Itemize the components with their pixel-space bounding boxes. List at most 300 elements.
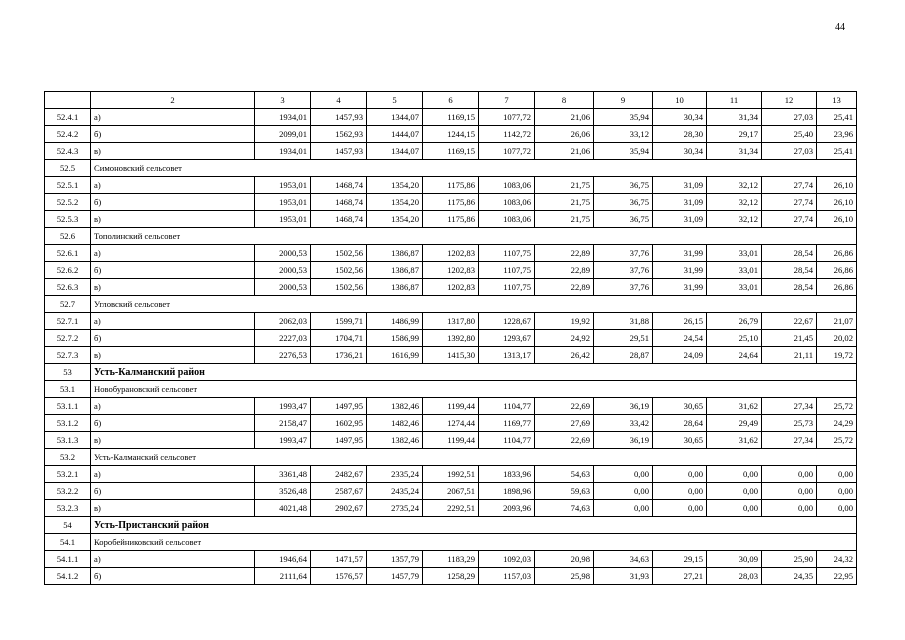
row-value: 0,00 bbox=[707, 466, 762, 483]
row-value: 2099,01 bbox=[255, 126, 311, 143]
row-value: 29,17 bbox=[707, 126, 762, 143]
row-value: 22,95 bbox=[817, 568, 857, 585]
row-value: 27,34 bbox=[762, 432, 817, 449]
row-value: 2335,24 bbox=[367, 466, 423, 483]
row-value: 1157,03 bbox=[479, 568, 535, 585]
row-value: 36,19 bbox=[594, 432, 653, 449]
row-value: 19,72 bbox=[817, 347, 857, 364]
row-value: 1317,80 bbox=[423, 313, 479, 330]
row-value: 1386,87 bbox=[367, 279, 423, 296]
table-row bbox=[45, 500, 857, 517]
row-value: 1468,74 bbox=[311, 177, 367, 194]
row-value: 26,15 bbox=[653, 313, 707, 330]
district-row bbox=[45, 364, 857, 381]
row-value: 0,00 bbox=[817, 500, 857, 517]
row-value: 1704,71 bbox=[311, 330, 367, 347]
row-value: 27,74 bbox=[762, 211, 817, 228]
row-value: 1107,75 bbox=[479, 245, 535, 262]
row-label: а) bbox=[91, 551, 255, 568]
row-value: 0,00 bbox=[762, 466, 817, 483]
row-label: б) bbox=[91, 568, 255, 585]
row-value: 1946,64 bbox=[255, 551, 311, 568]
table-row bbox=[45, 330, 857, 347]
row-value: 31,99 bbox=[653, 245, 707, 262]
row-value: 1471,57 bbox=[311, 551, 367, 568]
row-value: 27,69 bbox=[535, 415, 594, 432]
row-value: 1386,87 bbox=[367, 245, 423, 262]
row-value: 2062,03 bbox=[255, 313, 311, 330]
header-cell: 13 bbox=[817, 92, 857, 109]
table-row bbox=[45, 194, 857, 211]
row-value: 31,34 bbox=[707, 143, 762, 160]
row-value: 1142,72 bbox=[479, 126, 535, 143]
row-value: 2735,24 bbox=[367, 500, 423, 517]
row-value: 1202,83 bbox=[423, 279, 479, 296]
row-value: 24,29 bbox=[817, 415, 857, 432]
row-value: 0,00 bbox=[707, 500, 762, 517]
table-row bbox=[45, 347, 857, 364]
row-value: 30,34 bbox=[653, 143, 707, 160]
row-value: 1104,77 bbox=[479, 432, 535, 449]
group-row bbox=[45, 381, 857, 398]
row-value: 26,06 bbox=[535, 126, 594, 143]
row-value: 33,01 bbox=[707, 279, 762, 296]
row-value: 25,90 bbox=[762, 551, 817, 568]
row-value: 32,12 bbox=[707, 177, 762, 194]
row-value: 30,09 bbox=[707, 551, 762, 568]
row-value: 33,12 bbox=[594, 126, 653, 143]
row-value: 21,07 bbox=[817, 313, 857, 330]
row-value: 1576,57 bbox=[311, 568, 367, 585]
row-label: б) bbox=[91, 483, 255, 500]
settlement-name: Тополинский сельсовет bbox=[91, 228, 857, 245]
row-value: 35,94 bbox=[594, 109, 653, 126]
table-row bbox=[45, 568, 857, 585]
row-label: а) bbox=[91, 398, 255, 415]
row-value: 1457,93 bbox=[311, 109, 367, 126]
row-code: 52.4.3 bbox=[45, 143, 91, 160]
row-value: 27,74 bbox=[762, 177, 817, 194]
row-code: 52.5 bbox=[45, 160, 91, 177]
row-value: 21,75 bbox=[535, 177, 594, 194]
row-code: 52.6.1 bbox=[45, 245, 91, 262]
row-label: б) bbox=[91, 330, 255, 347]
row-value: 0,00 bbox=[594, 500, 653, 517]
row-label: б) bbox=[91, 262, 255, 279]
row-code: 52.6 bbox=[45, 228, 91, 245]
row-code: 53.2 bbox=[45, 449, 91, 466]
header-cell: 10 bbox=[653, 92, 707, 109]
row-value: 2482,67 bbox=[311, 466, 367, 483]
row-value: 1953,01 bbox=[255, 211, 311, 228]
row-code: 52.4.1 bbox=[45, 109, 91, 126]
row-value: 28,30 bbox=[653, 126, 707, 143]
row-value: 1386,87 bbox=[367, 262, 423, 279]
header-cell: 11 bbox=[707, 92, 762, 109]
table-row bbox=[45, 211, 857, 228]
header-cell: 7 bbox=[479, 92, 535, 109]
row-value: 59,63 bbox=[535, 483, 594, 500]
row-code: 54.1 bbox=[45, 534, 91, 551]
row-value: 2000,53 bbox=[255, 262, 311, 279]
row-value: 33,01 bbox=[707, 262, 762, 279]
row-value: 0,00 bbox=[594, 483, 653, 500]
row-code: 52.5.2 bbox=[45, 194, 91, 211]
table-row bbox=[45, 177, 857, 194]
row-value: 34,63 bbox=[594, 551, 653, 568]
table-row bbox=[45, 109, 857, 126]
table-row bbox=[45, 279, 857, 296]
row-value: 22,89 bbox=[535, 245, 594, 262]
row-value: 21,06 bbox=[535, 109, 594, 126]
row-code: 52.7.3 bbox=[45, 347, 91, 364]
row-value: 1934,01 bbox=[255, 143, 311, 160]
row-value: 25,41 bbox=[817, 143, 857, 160]
row-value: 1586,99 bbox=[367, 330, 423, 347]
table-row bbox=[45, 245, 857, 262]
row-value: 1313,17 bbox=[479, 347, 535, 364]
row-value: 1077,72 bbox=[479, 109, 535, 126]
row-value: 32,12 bbox=[707, 194, 762, 211]
row-value: 37,76 bbox=[594, 262, 653, 279]
row-value: 26,10 bbox=[817, 211, 857, 228]
row-value: 0,00 bbox=[594, 466, 653, 483]
row-value: 35,94 bbox=[594, 143, 653, 160]
row-value: 0,00 bbox=[817, 466, 857, 483]
row-value: 37,76 bbox=[594, 279, 653, 296]
row-value: 21,06 bbox=[535, 143, 594, 160]
row-value: 1486,99 bbox=[367, 313, 423, 330]
row-value: 24,35 bbox=[762, 568, 817, 585]
row-value: 1104,77 bbox=[479, 398, 535, 415]
row-value: 2292,51 bbox=[423, 500, 479, 517]
row-value: 2587,67 bbox=[311, 483, 367, 500]
group-row bbox=[45, 449, 857, 466]
row-value: 31,99 bbox=[653, 262, 707, 279]
row-value: 31,88 bbox=[594, 313, 653, 330]
row-code: 52.5.1 bbox=[45, 177, 91, 194]
table-row bbox=[45, 143, 857, 160]
row-value: 36,75 bbox=[594, 177, 653, 194]
row-value: 31,09 bbox=[653, 177, 707, 194]
row-value: 1497,95 bbox=[311, 398, 367, 415]
row-value: 1169,15 bbox=[423, 143, 479, 160]
row-value: 24,54 bbox=[653, 330, 707, 347]
row-value: 31,34 bbox=[707, 109, 762, 126]
row-value: 28,87 bbox=[594, 347, 653, 364]
header-cell: 9 bbox=[594, 92, 653, 109]
row-value: 1736,21 bbox=[311, 347, 367, 364]
row-value: 2111,64 bbox=[255, 568, 311, 585]
row-label: в) bbox=[91, 211, 255, 228]
row-code: 52.4.2 bbox=[45, 126, 91, 143]
settlement-name: Усть-Калманский сельсовет bbox=[91, 449, 857, 466]
row-value: 28,03 bbox=[707, 568, 762, 585]
row-value: 1169,15 bbox=[423, 109, 479, 126]
row-value: 33,42 bbox=[594, 415, 653, 432]
row-value: 19,92 bbox=[535, 313, 594, 330]
row-code: 53.2.2 bbox=[45, 483, 91, 500]
settlement-name: Угловский сельсовет bbox=[91, 296, 857, 313]
header-cell: 8 bbox=[535, 92, 594, 109]
settlement-name: Симоновский сельсовет bbox=[91, 160, 857, 177]
row-value: 1083,06 bbox=[479, 194, 535, 211]
row-value: 26,42 bbox=[535, 347, 594, 364]
table-row bbox=[45, 415, 857, 432]
row-value: 1468,74 bbox=[311, 194, 367, 211]
row-label: а) bbox=[91, 313, 255, 330]
row-value: 20,02 bbox=[817, 330, 857, 347]
row-value: 31,93 bbox=[594, 568, 653, 585]
header-cell-empty bbox=[45, 92, 91, 109]
table-row bbox=[45, 551, 857, 568]
table-row bbox=[45, 466, 857, 483]
row-value: 29,49 bbox=[707, 415, 762, 432]
row-value: 1175,86 bbox=[423, 177, 479, 194]
row-value: 1258,29 bbox=[423, 568, 479, 585]
row-value: 1354,20 bbox=[367, 194, 423, 211]
district-name: Усть-Пристанский район bbox=[91, 517, 857, 534]
row-code: 54 bbox=[45, 517, 91, 534]
row-value: 1354,20 bbox=[367, 211, 423, 228]
row-value: 1344,07 bbox=[367, 143, 423, 160]
row-value: 24,92 bbox=[535, 330, 594, 347]
row-value: 28,64 bbox=[653, 415, 707, 432]
row-code: 54.1.2 bbox=[45, 568, 91, 585]
row-code: 53.1.2 bbox=[45, 415, 91, 432]
row-value: 25,40 bbox=[762, 126, 817, 143]
row-value: 31,62 bbox=[707, 398, 762, 415]
row-label: б) bbox=[91, 126, 255, 143]
row-value: 24,64 bbox=[707, 347, 762, 364]
row-value: 2227,03 bbox=[255, 330, 311, 347]
row-value: 74,63 bbox=[535, 500, 594, 517]
row-value: 0,00 bbox=[817, 483, 857, 500]
row-value: 2067,51 bbox=[423, 483, 479, 500]
row-label: а) bbox=[91, 245, 255, 262]
row-value: 2000,53 bbox=[255, 279, 311, 296]
settlement-name: Коробейниковский сельсовет bbox=[91, 534, 857, 551]
table-row bbox=[45, 126, 857, 143]
data-table bbox=[44, 91, 857, 585]
row-value: 1354,20 bbox=[367, 177, 423, 194]
row-value: 26,86 bbox=[817, 262, 857, 279]
row-value: 31,09 bbox=[653, 211, 707, 228]
row-value: 29,15 bbox=[653, 551, 707, 568]
row-code: 53.2.3 bbox=[45, 500, 91, 517]
row-label: в) bbox=[91, 347, 255, 364]
row-value: 1898,96 bbox=[479, 483, 535, 500]
row-value: 1992,51 bbox=[423, 466, 479, 483]
row-value: 1244,15 bbox=[423, 126, 479, 143]
district-name: Усть-Калманский район bbox=[91, 364, 857, 381]
row-value: 0,00 bbox=[762, 483, 817, 500]
row-value: 1562,93 bbox=[311, 126, 367, 143]
row-value: 36,75 bbox=[594, 194, 653, 211]
row-value: 25,72 bbox=[817, 432, 857, 449]
row-value: 3526,48 bbox=[255, 483, 311, 500]
row-value: 1934,01 bbox=[255, 109, 311, 126]
row-value: 54,63 bbox=[535, 466, 594, 483]
row-label: в) bbox=[91, 432, 255, 449]
header-cell: 12 bbox=[762, 92, 817, 109]
row-value: 22,89 bbox=[535, 262, 594, 279]
row-value: 22,89 bbox=[535, 279, 594, 296]
row-code: 53 bbox=[45, 364, 91, 381]
table-row bbox=[45, 483, 857, 500]
row-value: 1083,06 bbox=[479, 211, 535, 228]
row-value: 1953,01 bbox=[255, 177, 311, 194]
row-value: 36,75 bbox=[594, 211, 653, 228]
row-value: 1993,47 bbox=[255, 432, 311, 449]
row-value: 21,45 bbox=[762, 330, 817, 347]
row-value: 1457,79 bbox=[367, 568, 423, 585]
header-cell: 5 bbox=[367, 92, 423, 109]
row-value: 1344,07 bbox=[367, 109, 423, 126]
row-value: 26,79 bbox=[707, 313, 762, 330]
row-value: 1502,56 bbox=[311, 245, 367, 262]
row-value: 24,09 bbox=[653, 347, 707, 364]
row-value: 26,86 bbox=[817, 279, 857, 296]
row-value: 27,74 bbox=[762, 194, 817, 211]
row-value: 28,54 bbox=[762, 262, 817, 279]
row-code: 52.7.2 bbox=[45, 330, 91, 347]
row-value: 20,98 bbox=[535, 551, 594, 568]
row-label: а) bbox=[91, 109, 255, 126]
row-code: 53.1.1 bbox=[45, 398, 91, 415]
row-value: 26,86 bbox=[817, 245, 857, 262]
row-label: а) bbox=[91, 466, 255, 483]
row-value: 1107,75 bbox=[479, 262, 535, 279]
row-value: 1199,44 bbox=[423, 398, 479, 415]
row-value: 1502,56 bbox=[311, 279, 367, 296]
row-value: 2435,24 bbox=[367, 483, 423, 500]
row-value: 1169,77 bbox=[479, 415, 535, 432]
row-value: 1202,83 bbox=[423, 262, 479, 279]
row-value: 2000,53 bbox=[255, 245, 311, 262]
row-value: 33,01 bbox=[707, 245, 762, 262]
row-value: 1502,56 bbox=[311, 262, 367, 279]
row-label: в) bbox=[91, 143, 255, 160]
row-value: 1382,46 bbox=[367, 398, 423, 415]
row-value: 27,03 bbox=[762, 143, 817, 160]
row-value: 0,00 bbox=[653, 500, 707, 517]
row-code: 52.7.1 bbox=[45, 313, 91, 330]
row-code: 52.7 bbox=[45, 296, 91, 313]
row-value: 1457,93 bbox=[311, 143, 367, 160]
row-value: 1199,44 bbox=[423, 432, 479, 449]
row-value: 3361,48 bbox=[255, 466, 311, 483]
row-value: 2158,47 bbox=[255, 415, 311, 432]
row-value: 31,09 bbox=[653, 194, 707, 211]
group-row bbox=[45, 160, 857, 177]
row-value: 1175,86 bbox=[423, 211, 479, 228]
row-code: 54.1.1 bbox=[45, 551, 91, 568]
row-label: б) bbox=[91, 415, 255, 432]
row-value: 1392,80 bbox=[423, 330, 479, 347]
row-value: 27,21 bbox=[653, 568, 707, 585]
settlement-name: Новобурановский сельсовет bbox=[91, 381, 857, 398]
row-value: 36,19 bbox=[594, 398, 653, 415]
table-row bbox=[45, 398, 857, 415]
row-value: 1602,95 bbox=[311, 415, 367, 432]
row-value: 1202,83 bbox=[423, 245, 479, 262]
row-value: 1083,06 bbox=[479, 177, 535, 194]
row-value: 4021,48 bbox=[255, 500, 311, 517]
row-value: 1468,74 bbox=[311, 211, 367, 228]
group-row bbox=[45, 228, 857, 245]
row-value: 32,12 bbox=[707, 211, 762, 228]
row-label: в) bbox=[91, 500, 255, 517]
row-value: 22,67 bbox=[762, 313, 817, 330]
row-value: 31,99 bbox=[653, 279, 707, 296]
row-value: 30,34 bbox=[653, 109, 707, 126]
row-label: в) bbox=[91, 279, 255, 296]
row-value: 1616,99 bbox=[367, 347, 423, 364]
row-value: 28,54 bbox=[762, 245, 817, 262]
row-label: б) bbox=[91, 194, 255, 211]
row-code: 52.5.3 bbox=[45, 211, 91, 228]
header-cell: 2 bbox=[91, 92, 255, 109]
row-value: 2276,53 bbox=[255, 347, 311, 364]
row-value: 1833,96 bbox=[479, 466, 535, 483]
row-value: 1444,07 bbox=[367, 126, 423, 143]
header-cell: 6 bbox=[423, 92, 479, 109]
table-row bbox=[45, 313, 857, 330]
row-code: 52.6.2 bbox=[45, 262, 91, 279]
row-value: 25,98 bbox=[535, 568, 594, 585]
row-value: 2093,96 bbox=[479, 500, 535, 517]
row-value: 26,10 bbox=[817, 177, 857, 194]
row-value: 1415,30 bbox=[423, 347, 479, 364]
row-value: 0,00 bbox=[762, 500, 817, 517]
row-value: 30,65 bbox=[653, 432, 707, 449]
row-value: 1357,79 bbox=[367, 551, 423, 568]
row-value: 1953,01 bbox=[255, 194, 311, 211]
table-row bbox=[45, 432, 857, 449]
row-value: 2902,67 bbox=[311, 500, 367, 517]
row-value: 22,69 bbox=[535, 432, 594, 449]
row-value: 1228,67 bbox=[479, 313, 535, 330]
row-value: 30,65 bbox=[653, 398, 707, 415]
row-value: 25,72 bbox=[817, 398, 857, 415]
header-cell: 3 bbox=[255, 92, 311, 109]
row-value: 0,00 bbox=[707, 483, 762, 500]
district-row bbox=[45, 517, 857, 534]
row-value: 22,69 bbox=[535, 398, 594, 415]
group-row bbox=[45, 534, 857, 551]
row-code: 53.1 bbox=[45, 381, 91, 398]
row-code: 53.2.1 bbox=[45, 466, 91, 483]
row-value: 21,11 bbox=[762, 347, 817, 364]
row-value: 26,10 bbox=[817, 194, 857, 211]
group-row bbox=[45, 296, 857, 313]
row-value: 1599,71 bbox=[311, 313, 367, 330]
row-value: 1482,46 bbox=[367, 415, 423, 432]
row-value: 25,73 bbox=[762, 415, 817, 432]
row-value: 29,51 bbox=[594, 330, 653, 347]
row-value: 1274,44 bbox=[423, 415, 479, 432]
row-value: 1092,03 bbox=[479, 551, 535, 568]
row-value: 1993,47 bbox=[255, 398, 311, 415]
header-row bbox=[45, 92, 857, 109]
row-value: 1382,46 bbox=[367, 432, 423, 449]
row-label: а) bbox=[91, 177, 255, 194]
row-value: 21,75 bbox=[535, 211, 594, 228]
row-value: 27,34 bbox=[762, 398, 817, 415]
row-value: 28,54 bbox=[762, 279, 817, 296]
row-value: 23,96 bbox=[817, 126, 857, 143]
